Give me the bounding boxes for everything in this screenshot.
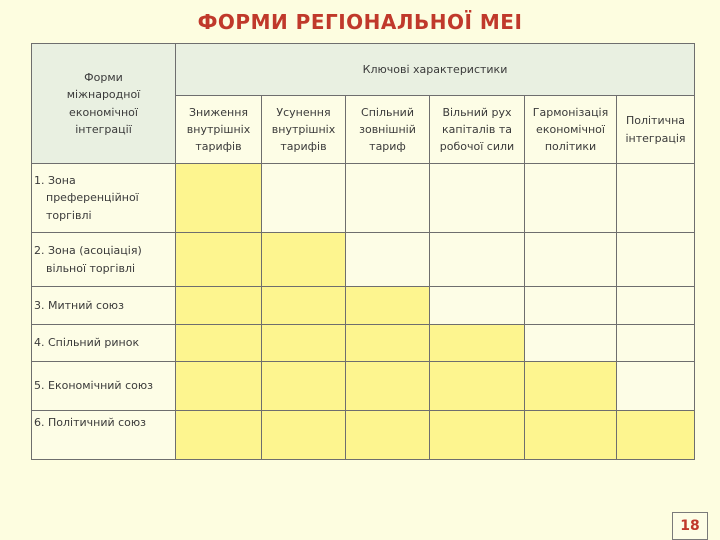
characteristic-cell	[617, 233, 695, 287]
characteristic-cell	[262, 362, 346, 411]
column-header	[525, 96, 617, 164]
column-header-line: Вільний рух	[442, 105, 512, 119]
table-row	[32, 411, 695, 460]
table-row	[32, 325, 695, 362]
column-header-line: економічної	[536, 122, 605, 136]
characteristic-cell	[262, 411, 346, 460]
column-header-line: Зниження	[188, 105, 249, 119]
forms-header-line: Форми	[84, 71, 123, 85]
characteristic-cell	[176, 325, 262, 362]
column-header-line: тарифів	[195, 140, 242, 154]
column-header-line: робочої сили	[439, 140, 515, 154]
characteristic-cell	[525, 287, 617, 325]
characteristic-cell	[346, 233, 430, 287]
column-header-line: зовнішній	[359, 122, 416, 136]
characteristic-cell	[176, 164, 262, 233]
column-header-line: капіталів та	[442, 122, 512, 136]
characteristic-cell	[430, 325, 525, 362]
row-label	[32, 287, 176, 325]
row-label-line: преференційної	[46, 191, 139, 205]
characteristic-cell	[430, 233, 525, 287]
characteristic-cell	[430, 287, 525, 325]
column-header-line: Гармонізація	[532, 105, 609, 119]
column-header-line: тарифів	[280, 140, 327, 154]
row-label-line: 3. Митний союз	[34, 298, 124, 312]
forms-header-line: міжнародної	[66, 88, 141, 102]
row-label	[32, 411, 176, 460]
column-header	[262, 96, 346, 164]
row-label	[32, 362, 176, 411]
row-label-line: торгівлі	[46, 208, 92, 222]
characteristic-cell	[617, 287, 695, 325]
characteristic-cell	[525, 325, 617, 362]
row-label-line: 4. Спільний ринок	[34, 336, 140, 350]
characteristic-cell	[346, 411, 430, 460]
characteristic-cell	[430, 164, 525, 233]
column-header-line: тариф	[369, 140, 406, 154]
forms-header-cell	[32, 44, 176, 164]
characteristic-cell	[176, 362, 262, 411]
forms-header-line: економічної	[69, 105, 138, 119]
table-row	[32, 233, 695, 287]
column-header-line: внутрішніх	[271, 122, 336, 136]
row-label-line: 2. Зона (асоціація)	[34, 244, 142, 258]
column-header-line: політики	[544, 140, 597, 154]
characteristic-cell	[525, 164, 617, 233]
characteristic-cell	[176, 287, 262, 325]
row-label	[32, 233, 176, 287]
characteristic-cell	[262, 233, 346, 287]
column-header	[176, 96, 262, 164]
integration-forms-table	[31, 43, 695, 460]
characteristic-cell	[430, 362, 525, 411]
characteristic-cell	[176, 411, 262, 460]
table-row	[32, 164, 695, 233]
row-label	[32, 164, 176, 233]
column-header-line: Усунення	[276, 105, 331, 119]
characteristic-cell	[346, 362, 430, 411]
column-header	[346, 96, 430, 164]
row-label-line: 1. Зона	[34, 174, 76, 188]
characteristic-cell	[617, 164, 695, 233]
characteristic-cell	[346, 164, 430, 233]
page-number-badge: 18	[672, 512, 708, 540]
characteristic-cell	[346, 325, 430, 362]
characteristic-cell	[617, 362, 695, 411]
characteristic-cell	[617, 411, 695, 460]
key-characteristics-header: Ключові характеристики	[176, 44, 695, 96]
table-row	[32, 362, 695, 411]
characteristic-cell	[262, 287, 346, 325]
forms-header-line: інтеграції	[75, 122, 132, 136]
characteristic-cell	[262, 325, 346, 362]
characteristic-cell	[176, 233, 262, 287]
characteristic-cell	[617, 325, 695, 362]
characteristic-cell	[525, 233, 617, 287]
column-header-line: Спільний	[361, 105, 414, 119]
characteristic-cell	[346, 287, 430, 325]
row-label-line: вільної торгівлі	[46, 261, 136, 275]
column-header	[617, 96, 695, 164]
column-header-line: Політична	[625, 114, 686, 128]
characteristic-cell	[430, 411, 525, 460]
characteristic-cell	[525, 411, 617, 460]
row-label-line: 5. Економічний союз	[34, 379, 153, 393]
row-label-line: 6. Політичний союз	[34, 416, 147, 429]
column-header-line: інтеграція	[625, 131, 686, 145]
row-label	[32, 325, 176, 362]
table-row	[32, 287, 695, 325]
column-header-line: внутрішніх	[186, 122, 251, 136]
column-header	[430, 96, 525, 164]
characteristic-cell	[262, 164, 346, 233]
page-title: ФОРМИ РЕГІОНАЛЬНОЇ МЕІ	[197, 10, 523, 34]
characteristic-cell	[525, 362, 617, 411]
